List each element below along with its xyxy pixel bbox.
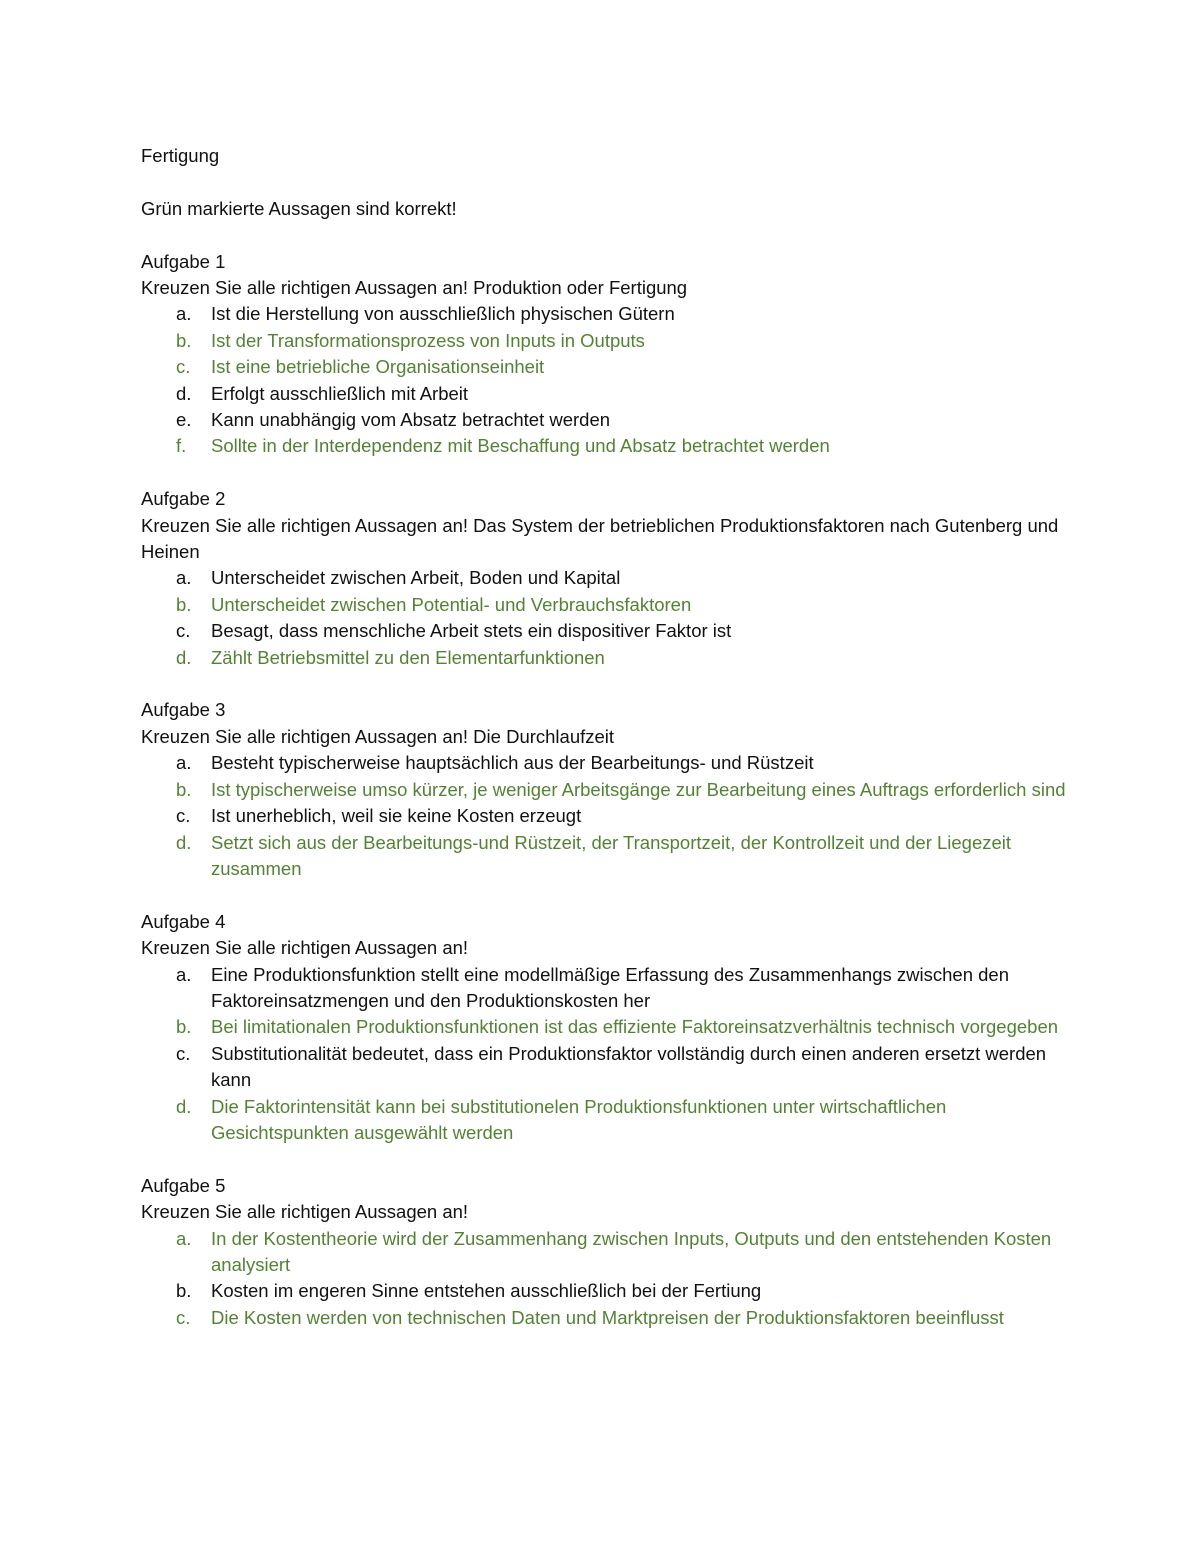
answer-options xyxy=(141,750,1071,882)
answer-option xyxy=(141,1041,1071,1094)
answer-option xyxy=(141,750,1071,776)
option-text: Die Kosten werden von technischen Daten und Marktpreisen der Produktionsfaktoren beeinflusst xyxy=(211,1306,1004,1328)
option-letter: d. xyxy=(176,646,192,668)
option-letter: d. xyxy=(176,382,192,404)
option-letter: d. xyxy=(176,831,192,853)
document-title: Fertigung xyxy=(141,145,220,166)
answer-option xyxy=(141,803,1071,829)
answer-option-correct xyxy=(141,433,1071,459)
option-letter: b. xyxy=(176,778,192,800)
task-heading: Aufgabe 3 xyxy=(141,699,226,721)
task-section xyxy=(141,1173,1071,1331)
option-letter: b. xyxy=(176,329,192,351)
task-section xyxy=(141,697,1071,882)
answer-option xyxy=(141,565,1071,591)
task-question: Kreuzen Sie alle richtigen Aussagen an! Die Durchlaufzeit xyxy=(141,725,615,747)
option-letter: c. xyxy=(176,1306,191,1328)
option-text: Bei limitationalen Produktionsfunktionen ist das effiziente Faktoreinsatzverhältnis technisch vorgegeben xyxy=(211,1016,1059,1038)
option-text: In der Kostentheorie wird der Zusammenhang zwischen Inputs, Outputs und den entstehenden Kosten analysiert xyxy=(211,1227,1052,1275)
option-text: Unterscheidet zwischen Potential- und Verbrauchsfaktoren xyxy=(211,593,692,615)
option-text: Die Faktorintensität kann bei substitutionelen Produktionsfunktionen unter wirtschaftlichen Gesichtspunkten ausgewählt werden xyxy=(211,1095,947,1143)
task-question: Kreuzen Sie alle richtigen Aussagen an! xyxy=(141,937,469,959)
task-heading: Aufgabe 4 xyxy=(141,910,226,932)
option-text: Ist unerheblich, weil sie keine Kosten erzeugt xyxy=(211,805,582,827)
option-text: Sollte in der Interdependenz mit Beschaffung und Absatz betrachtet werden xyxy=(211,435,830,457)
task-question: Kreuzen Sie alle richtigen Aussagen an! Produktion oder Fertigung xyxy=(141,277,688,298)
option-letter: b. xyxy=(176,1016,192,1038)
answer-option-correct xyxy=(141,645,1071,671)
answer-option-correct xyxy=(141,592,1071,618)
answer-options xyxy=(141,301,1071,459)
option-text: Eine Produktionsfunktion stellt eine modellmäßige Erfassung des Zusammenhangs zwischen den Faktoreinsatzmengen und den Produktionskosten her xyxy=(211,963,1009,1011)
task-list xyxy=(141,249,1071,1332)
answer-options xyxy=(141,1226,1071,1332)
option-text: Besteht typischerweise hauptsächlich aus der Bearbeitungs- und Rüstzeit xyxy=(211,752,814,774)
option-letter: a. xyxy=(176,567,192,589)
task-section xyxy=(141,486,1071,671)
option-text: Ist eine betriebliche Organisationseinheit xyxy=(211,356,545,378)
option-text: Kosten im engeren Sinne entstehen ausschließlich bei der Fertiung xyxy=(211,1280,762,1302)
document-page xyxy=(141,143,1071,1358)
option-text: Besagt, dass menschliche Arbeit stets ein dispositiver Faktor ist xyxy=(211,620,732,642)
answer-option xyxy=(141,618,1071,644)
task-section xyxy=(141,249,1071,460)
answer-option-correct xyxy=(141,1305,1071,1331)
option-letter: a. xyxy=(176,963,192,985)
option-letter: a. xyxy=(176,303,192,325)
option-letter: f. xyxy=(176,435,187,457)
answer-option-correct xyxy=(141,1226,1071,1279)
answer-option-correct xyxy=(141,328,1071,354)
option-letter: e. xyxy=(176,409,192,431)
answer-option xyxy=(141,301,1071,327)
answer-option-correct xyxy=(141,1014,1071,1040)
option-text: Ist typischerweise umso kürzer, je weniger Arbeitsgänge zur Bearbeitung eines Auftrags erforderlich sind xyxy=(211,778,1066,800)
option-text: Ist der Transformationsprozess von Inputs in Outputs xyxy=(211,329,645,351)
legend-note: Grün markierte Aussagen sind korrekt! xyxy=(141,197,457,219)
option-letter: c. xyxy=(176,805,191,827)
task-section xyxy=(141,909,1071,1147)
option-text: Unterscheidet zwischen Arbeit, Boden und Kapital xyxy=(211,567,621,589)
option-text: Setzt sich aus der Bearbeitungs-und Rüstzeit, der Transportzeit, der Kontrollzeit und der Liegezeit zusammen xyxy=(211,831,1012,879)
option-text: Zählt Betriebsmittel zu den Elementarfunktionen xyxy=(211,646,605,668)
option-text: Kann unabhängig vom Absatz betrachtet werden xyxy=(211,409,611,431)
option-text: Erfolgt ausschließlich mit Arbeit xyxy=(211,382,469,404)
option-letter: a. xyxy=(176,1227,192,1249)
option-letter: a. xyxy=(176,752,192,774)
task-question: Kreuzen Sie alle richtigen Aussagen an! Das System der betrieblichen Produktionsfaktoren nach Gutenberg und Heinen xyxy=(141,514,1059,563)
option-text: Substitutionalität bedeutet, dass ein Produktionsfaktor vollständig durch einen anderen ersetzt werden kann xyxy=(211,1042,1047,1091)
answer-option-correct xyxy=(141,1094,1071,1147)
option-letter: b. xyxy=(176,593,192,615)
option-letter: c. xyxy=(176,620,191,642)
task-question: Kreuzen Sie alle richtigen Aussagen an! xyxy=(141,1201,469,1223)
answer-option-correct xyxy=(141,830,1071,883)
option-letter: c. xyxy=(176,356,191,378)
answer-option-correct xyxy=(141,354,1071,380)
option-letter: b. xyxy=(176,1280,192,1302)
answer-option-correct xyxy=(141,777,1071,803)
answer-options xyxy=(141,565,1071,671)
option-text: Ist die Herstellung von ausschließlich physischen Gütern xyxy=(211,303,675,325)
answer-options xyxy=(141,962,1071,1147)
answer-option xyxy=(141,962,1071,1015)
task-heading: Aufgabe 1 xyxy=(141,250,226,272)
task-heading: Aufgabe 5 xyxy=(141,1174,226,1196)
option-letter: c. xyxy=(176,1042,191,1064)
option-letter: d. xyxy=(176,1095,192,1117)
task-heading: Aufgabe 2 xyxy=(141,488,226,510)
answer-option xyxy=(141,1278,1071,1304)
answer-option xyxy=(141,381,1071,407)
answer-option xyxy=(141,407,1071,433)
